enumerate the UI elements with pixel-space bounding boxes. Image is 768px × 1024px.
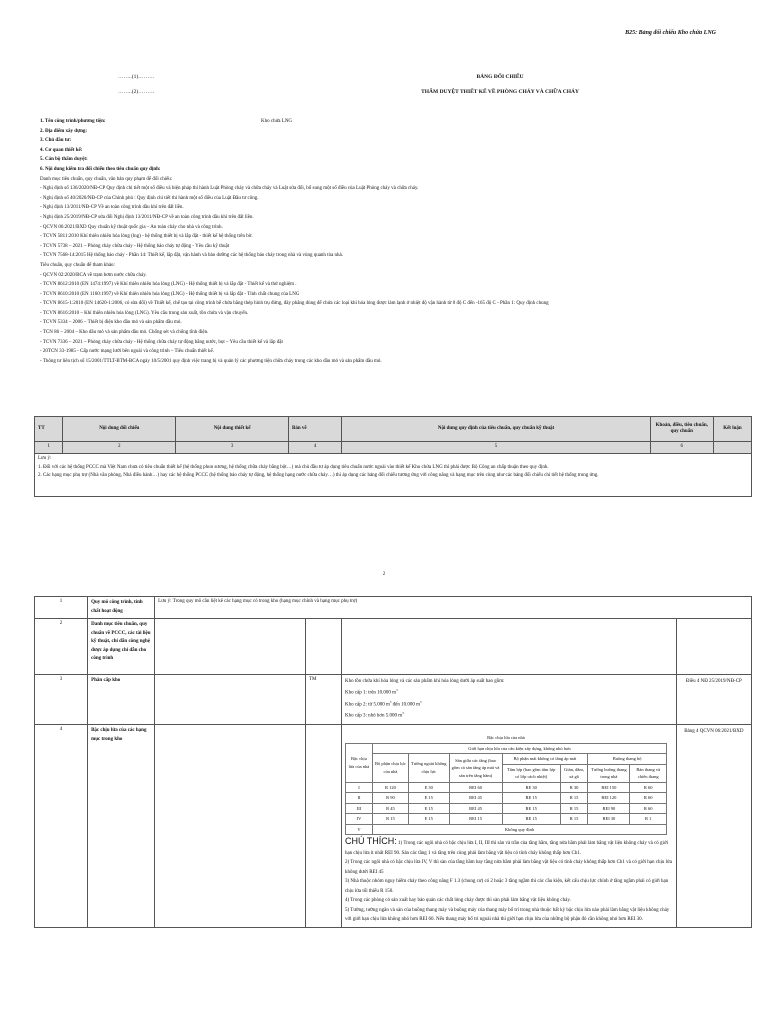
- col-header-drawing: Bản vẽ: [289, 417, 342, 442]
- col-number: [713, 442, 751, 454]
- field-investor: 3. Chủ đầu tư:: [40, 138, 72, 144]
- row-design: [155, 725, 306, 928]
- project-label: 1. Tên công trình/phương tiện:: [40, 119, 106, 124]
- col-header-item: Nội dung đối chiếu: [63, 417, 176, 442]
- table-number-row: [35, 442, 752, 454]
- body-line: Danh mục tiêu chuẩn, quy chuẩn, văn bản quy phạm để đối chiếu:: [40, 176, 173, 182]
- fire-table-head: Bậc chịu lửa của nhà: [345, 743, 372, 782]
- document-code: B25: Bảng đối chiếu Kho chứa LNG: [625, 30, 716, 36]
- row-drawing: [305, 725, 341, 928]
- fire-table-notes: [345, 837, 673, 925]
- fire-table-row: II R 90 E 15 REI 45 RE 15 R 15 REI 120 R 60: [345, 793, 666, 804]
- body-line: - 20TCN 33-1985 - Cấp nước mạng lưới bên ngoài và công trình – Tiêu chuẩn thiết kế.: [40, 349, 215, 355]
- body-line: - TCVN 8610:2010 (EN 1160:1997) về Khí thiên nhiên hóa lỏng (LNG) - Hệ thống thiết bị và lắp đặt - Tính chất chung của LNG: [40, 291, 300, 297]
- col-number: 6: [650, 442, 713, 454]
- table-header-row: [35, 417, 752, 442]
- project-row: [40, 117, 730, 127]
- body-line: - TCVN 7568-14:2015 Hệ thống báo cháy - Phần 14: Thiết kế, lắp đặt, vận hành và bảo dưỡng các hệ thống báo cháy trong nhà và vùng quanh tòa nhà.: [40, 253, 344, 259]
- agency-line-2: ……..(2)………: [118, 89, 155, 95]
- table-notes: [35, 454, 752, 497]
- note-line: Lưu ý:: [38, 456, 52, 461]
- row-drawing: [305, 619, 341, 675]
- note-line: 2. Các hạng mục phụ trợ (Nhà văn phòng, Nhà điều hành…) hay các hệ thống PCCC (hệ thống báo cháy tự động, hệ thống hạng nước chữa cháy…) thì áp dụng các bảng đối chiếu tương ứng với công năng và hạng mục trên cùng như các bảng đối chiếu chi tiết hệ thống trong ứng.: [38, 473, 599, 478]
- row-number: 1: [35, 597, 88, 619]
- fire-table-row: I R 120 E 30 REI 60 RE 30 R 30 REI 150 R 60: [345, 782, 666, 793]
- unit-superscript: 3: [396, 688, 398, 692]
- fire-table-head: Bản thang và chiếu thang: [630, 764, 667, 782]
- note-line: 4) Trong các phòng có sản xuất hay bảo quản các chất lỏng cháy được thì sàn phải làm bằng vật liệu không cháy.: [344, 898, 571, 903]
- regulation-line: Kho cấp 3: nhỏ hơn 5.000 $m^3$: [344, 711, 404, 719]
- row-reference: Điều 4 NĐ 25/2019/NĐ-CP: [676, 675, 751, 725]
- table-row: [35, 725, 752, 928]
- row-item: Phân cấp kho: [88, 675, 155, 725]
- body-line: - Thông tư liên tịch số 15/2001/TTLT-BTM-BCA ngày 10/5/2001 quy định việc trang bị và quản lý các phương tiện chữa cháy trong các kho dầu mỏ và sản phẩm dầu mỏ.: [40, 358, 382, 364]
- page-number: 2: [382, 572, 386, 577]
- fire-table-head: Bộ phận mái không có tầng áp mái: [502, 754, 588, 765]
- body-line: Tiêu chuẩn, quy chuẩn để tham khảo:: [40, 262, 115, 268]
- unit-superscript: 3: [420, 699, 422, 704]
- body-line: - Nghị định 13/2011/NĐ-CP Về an toàn công trình dầu khí trên đất liền.: [40, 205, 184, 211]
- col-header-conclusion: Kết luận: [713, 417, 751, 442]
- body-line: - TCVN 5334 – 2006 – Thiết bị điện kho dầu mỏ và sản phẩm dầu mỏ.: [40, 320, 182, 326]
- col-number: 3: [176, 442, 289, 454]
- agency-lines: [118, 70, 155, 100]
- body-line: - TCVN 5811:2010 Khí thiên nhiên hóa lỏng (lng) - hệ thống thiết bị và lắp đặt - thiết kế hệ thống trên bờ.: [40, 234, 253, 240]
- fire-table-row: IV R 15 E 15 REI 15 RE 15 R 15 REI 30 R 1: [345, 814, 666, 825]
- fire-table-head: Giới hạn chịu lửa của cấu kiện xây dựng, không nhỏ hơn: [372, 743, 666, 754]
- row-reference: Bảng 4 QCVN 06:2021/BXD: [676, 725, 751, 928]
- unit-superscript: 3: [402, 711, 404, 716]
- table-row: [35, 619, 752, 675]
- row-item: Bậc chịu lửa của các hạng mục trong kho: [88, 725, 155, 928]
- project-value: Kho chứa LNG: [261, 119, 293, 124]
- notes-title: CHÚ THÍCH:: [344, 836, 397, 846]
- fire-table-head: Tường buồng thang trong nhà: [588, 764, 630, 782]
- agency-line-1: ……..(1)………: [118, 74, 155, 80]
- row-item: Quy mô công trình, tính chất hoạt động: [88, 597, 155, 619]
- col-header-design: Nội dung thiết kế: [176, 417, 289, 442]
- fire-table-head: Tường ngoài không chịu lực: [408, 754, 449, 783]
- fire-table-head: Sàn giữa các tầng (bao gồm cả sàn tầng áp mái và sàn trên tầng hầm): [449, 754, 502, 783]
- col-number: 5: [342, 442, 650, 454]
- note-line: 1. Đối với các hệ thống PCCC mà Việt Nam chưa có tiêu chuẩn thiết kế (hệ thống phun sương, hệ thống chữa cháy bằng bột…) mà chủ đầu tư áp dụng tiêu chuẩn nước ngoài vào thiết kế Kho chứa LNG thì phải được Bộ Công an chấp thuận theo quy định.: [38, 464, 549, 470]
- fire-table-head: Bộ phận chịu lực của nhà: [372, 754, 408, 783]
- body-line: - TCVN 8612:2010 (EN 1474:1997) về Khí thiên nhiên hóa lỏng (LNG) - Hệ thống thiết bị và lắp đặt - Thiết kế và thử nghiệm .: [40, 282, 297, 288]
- row-number: 3: [35, 675, 88, 725]
- fire-table-row: III R 45 E 15 REI 45 RE 15 R 15 REI 90 R 60: [345, 803, 666, 814]
- col-number: 2: [63, 442, 176, 454]
- row-drawing: TM: [305, 675, 341, 725]
- fire-table-row: V Không quy định: [345, 824, 666, 835]
- row-design: [155, 619, 306, 675]
- body-line: - Nghị định số 40/2020/NĐ-CP của Chính phủ : Quy định chi tiết thi hành một số điều của Luật Đầu tư công.: [40, 195, 259, 201]
- table-notes-row: [35, 454, 752, 497]
- field-designer: 4. Cơ quan thiết kế:: [40, 147, 83, 153]
- info-section: [40, 117, 730, 366]
- col-number: 1: [35, 442, 63, 454]
- col-number: 4: [289, 442, 342, 454]
- body-line: - TCVN 7336 – 2021 – Phòng cháy chữa cháy - Hệ thống chữa cháy tự động bằng nước, bọt – Yêu cầu thiết kế và lắp đặt: [40, 339, 283, 345]
- body-line: - TCN 86 – 2004 – Kho dầu mỏ và sản phẩm dầu mỏ. Chống sét và chống tĩnh điện.: [40, 330, 209, 336]
- fire-table-head: Tấm lợp (bao gồm tấm lợp có lớp cách nhiệt): [502, 764, 560, 782]
- note-line: 5) Tường, tường ngăn và sàn của buồng thang máy và buồng máy của thang máy bố trí trong nhà thuộc bất kỳ bậc chịu lửa nào phải làm bằng vật liệu không cháy với giới hạn chịu lửa không nhỏ hơn REI 60. Nếu thang máy bố trí ngoài nhà thì giới hạn chịu lửa của những bộ phận đó cần không nhỏ hơn REI 30.: [344, 907, 670, 922]
- row-number: 2: [35, 619, 88, 675]
- document-title: [300, 70, 700, 100]
- fire-resistance-table: [345, 733, 667, 835]
- title-line-2: THẨM DUYỆT THIẾT KẾ VỀ PHÒNG CHÁY VÀ CHỮA CHÁY: [421, 89, 579, 95]
- row-regulation: [341, 619, 676, 675]
- col-header-no: TT: [35, 417, 63, 442]
- comparison-table-header: [34, 416, 752, 497]
- col-header-regulation: Nội dung quy định của tiêu chuẩn, quy chuẩn kỹ thuật: [342, 417, 650, 442]
- field-reviewer: 5. Cán bộ thẩm duyệt:: [40, 157, 88, 163]
- regulation-line: Kho cấp 1: trên 10.000 $m^3$: [344, 688, 398, 696]
- comparison-table-body: [34, 596, 752, 928]
- table-row: [35, 597, 752, 619]
- row-number: 4: [35, 725, 88, 928]
- row-regulation: [341, 725, 676, 928]
- body-line: - QCVN 06:2021/BXD Quy chuẩn kỹ thuật quốc gia – An toàn cháy cho nhà và công trình.: [40, 224, 223, 230]
- fire-table-head: Buồng thang bộ: [588, 754, 667, 765]
- title-line-1: BẢNG ĐỐI CHIẾU: [476, 74, 524, 80]
- body-line: - QCVN 02:2020/BCA về trạm bơm nước chữa cháy.: [40, 272, 147, 278]
- body-line: - Nghị định 25/2019/NĐ-CP sửa đổi Nghị định 13/2011/NĐ-CP về an toàn công trình dầu khí trên đất liền.: [40, 214, 254, 220]
- row-design: [155, 675, 306, 725]
- body-line: - TCVN 8615-1:2010 (EN 14620-1:2006, có sửa đổi) về Thiết kế, chế tạo tại công trình bể chứa bằng thép hình trụ đứng, đáy phẳng dùng để chứa các loại khí hóa lỏng được làm lạnh ở nhiệt độ vận hành từ 0 độ C đến -165 độ C - Phần 1: Quy định chung: [40, 301, 549, 307]
- fire-table-title: Bậc chịu lửa của nhà: [487, 735, 525, 740]
- row-reference: [676, 619, 751, 675]
- fire-table-head: Giàn, dầm, xà gồ: [560, 764, 587, 782]
- row-regulation: [341, 675, 676, 725]
- note-line: 2) Trong các ngôi nhà có bậc chịu lửa IV, V thì sàn của tầng hầm hay tầng nửa hầm phải làm bằng vật liệu có tính cháy không thấp hơn Ch1 và có giới hạn chịu lửa không dưới REI 45: [344, 860, 672, 875]
- regulation-line: Kho cấp 2: từ 5.000 $m^3$ đến 10.000 $m^3$: [344, 699, 422, 708]
- body-line: - TCVN 8616:2010 – Khí thiên nhiên hóa lỏng (LNG). Yêu cầu trong sản xuất, tồn chứa và vận chuyển.: [40, 310, 249, 316]
- body-line: - Nghị định số 136/2020/NĐ-CP Quy định chi tiết một số điều và biện pháp thi hành Luật Phòng cháy và chữa cháy và Luật sửa đổi, bổ sung một số điều của Luật Phòng cháy và chữa cháy.: [40, 186, 419, 192]
- field-content: 6. Nội dung kiểm tra đối chiếu theo tiêu chuẩn quy định:: [40, 166, 161, 172]
- row-note: Lưu ý: Trong quy mô cần liệt kê các hạng mục có trong kho (hạng mục chính và hạng mục phụ trợ): [155, 597, 752, 619]
- col-header-reference: Khoản, điều, tiêu chuẩn, quy chuẩn: [650, 417, 713, 442]
- field-location: 2. Địa điểm xây dựng:: [40, 128, 88, 134]
- note-line: 1) Trong các ngôi nhà có bậc chịu lửa I, II, III thì sàn và trần của tầng hầm, tầng nửa hầm phải làm bằng vật liệu không cháy và có giới hạn chịu lửa ít nhất REI 90. Sàn các tầng 1 và tầng trên cùng phải làm bằng vật liệu có tính cháy không thấp hơn Ch1.: [344, 841, 668, 856]
- table-row: [35, 675, 752, 725]
- unit-superscript: 3: [389, 699, 392, 704]
- regulation-line: Kho tồn chứa khí hóa lỏng và các sản phẩm khí hóa lỏng dưới áp suất bao gồm:: [344, 679, 505, 684]
- note-line: 3) Nhà thuộc nhóm nguy hiểm cháy theo công năng F 1.3 (chung cư) có 2 hoặc 3 tầng ngầm thì các cầu kiện, kết cấu chịu lực chính ở tầng ngầm phải có giới hạn chịu lửa tối thiểu R 150.: [344, 879, 669, 894]
- body-line: - TCVN 5738 – 2021 – Phòng cháy chữa cháy - Hệ thống báo cháy tự động - Yêu cầu kỹ thuật: [40, 243, 230, 249]
- row-item: Danh mục tiêu chuẩn, quy chuẩn về PCCC, các tài liệu kỹ thuật, chỉ dẫn công nghệ được áp dụng chỉ dẫn cho công trình: [88, 619, 155, 675]
